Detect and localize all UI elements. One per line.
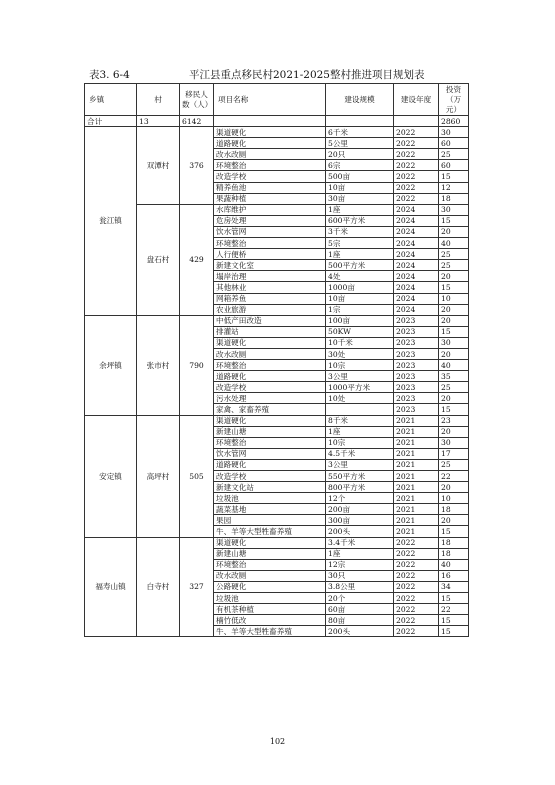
project-cell: 改造学校 [214,171,326,182]
project-cell: 果园 [214,515,326,526]
project-cell: 塌岸治理 [214,271,326,282]
year-cell: 2022 [394,570,439,581]
table-row [85,204,469,215]
invest-cell: 20 [439,482,469,493]
invest-cell: 20 [439,304,469,315]
village-cell: 白寺村 [137,537,180,637]
table-caption [89,67,479,83]
invest-cell: 16 [439,570,469,581]
scale-cell: 550平方米 [326,471,394,482]
year-cell: 2023 [394,393,439,404]
invest-cell: 20 [439,426,469,437]
invest-cell: 20 [439,515,469,526]
invest-cell: 40 [439,238,469,249]
project-cell: 楠竹低改 [214,615,326,626]
project-cell: 渠道硬化 [214,537,326,548]
table-row [85,415,469,426]
total-migrants: 6142 [180,116,214,127]
scale-cell: 200头 [326,626,394,637]
invest-cell: 15 [439,526,469,537]
year-cell: 2023 [394,360,439,371]
year-cell: 2021 [394,426,439,437]
project-cell: 环境整治 [214,238,326,249]
invest-cell: 60 [439,138,469,149]
invest-cell: 15 [439,404,469,415]
page-number: 102 [269,737,286,746]
migrants-cell: 429 [180,204,214,315]
year-cell: 2021 [394,437,439,448]
year-cell: 2022 [394,138,439,149]
project-cell: 排灌站 [214,326,326,337]
invest-cell: 40 [439,559,469,570]
scale-cell: 3.8公里 [326,581,394,592]
project-cell: 有机茶种植 [214,604,326,615]
invest-cell: 20 [439,271,469,282]
invest-cell: 18 [439,548,469,559]
invest-cell: 22 [439,604,469,615]
year-cell: 2024 [394,215,439,226]
project-cell: 果蔬种植 [214,193,326,204]
project-table [84,83,469,637]
total-invest: 2860 [439,116,469,127]
table-row [85,537,469,548]
scale-cell: 3公里 [326,371,394,382]
year-cell: 2024 [394,260,439,271]
invest-cell: 30 [439,437,469,448]
scale-cell: 10千米 [326,337,394,348]
village-cell: 张市村 [137,315,180,415]
scale-cell: 80亩 [326,615,394,626]
year-cell: 2021 [394,459,439,470]
project-cell: 环境整治 [214,360,326,371]
year-cell: 2021 [394,415,439,426]
project-cell: 渠道硬化 [214,127,326,138]
year-cell: 2024 [394,271,439,282]
scale-cell: 1座 [326,548,394,559]
scale-cell: 4处 [326,271,394,282]
invest-cell: 15 [439,171,469,182]
invest-cell: 25 [439,459,469,470]
project-cell: 水库维护 [214,204,326,215]
year-cell: 2023 [394,326,439,337]
project-cell: 家禽、家畜养殖 [214,404,326,415]
year-cell: 2024 [394,293,439,304]
scale-cell: 200头 [326,526,394,537]
project-cell: 新建山塘 [214,548,326,559]
scale-cell: 5公里 [326,138,394,149]
scale-cell: 5宗 [326,238,394,249]
invest-cell: 17 [439,448,469,459]
year-cell: 2021 [394,493,439,504]
project-cell: 新建山塘 [214,426,326,437]
project-cell: 道路硬化 [214,371,326,382]
project-cell: 其他林业 [214,282,326,293]
invest-cell: 20 [439,226,469,237]
scale-cell: 3千米 [326,226,394,237]
scale-cell: 10亩 [326,293,394,304]
invest-cell: 12 [439,182,469,193]
project-cell: 改造学校 [214,471,326,482]
scale-cell: 10宗 [326,437,394,448]
invest-cell: 18 [439,193,469,204]
invest-cell: 15 [439,626,469,637]
year-cell: 2022 [394,182,439,193]
year-cell: 2022 [394,559,439,570]
scale-cell: 20个 [326,593,394,604]
header-migrants: 移民人数（人） [180,84,214,116]
town-cell: 余坪镇 [85,315,137,415]
year-cell: 2022 [394,193,439,204]
migrants-cell: 505 [180,415,214,537]
project-cell: 人行便桥 [214,249,326,260]
scale-cell: 1宗 [326,304,394,315]
town-cell: 瓮江镇 [85,127,137,316]
invest-cell: 25 [439,249,469,260]
scale-cell: 30亩 [326,193,394,204]
scale-cell: 30只 [326,570,394,581]
year-cell: 2022 [394,537,439,548]
header-town: 乡镇 [85,84,137,116]
project-cell: 新建文化站 [214,482,326,493]
project-cell: 公路硬化 [214,581,326,592]
scale-cell: 1000亩 [326,282,394,293]
project-cell: 渠道硬化 [214,415,326,426]
scale-cell: 10宗 [326,360,394,371]
project-cell: 牛、羊等大型牲畜养殖 [214,626,326,637]
scale-cell: 12宗 [326,559,394,570]
project-cell: 改水改厕 [214,570,326,581]
header-scale: 建设规模 [326,84,394,116]
invest-cell: 15 [439,282,469,293]
scale-cell: 6千米 [326,127,394,138]
project-cell: 垃圾池 [214,593,326,604]
project-cell: 道路硬化 [214,459,326,470]
project-cell: 渠道硬化 [214,337,326,348]
invest-cell: 22 [439,471,469,482]
year-cell: 2023 [394,404,439,415]
year-cell: 2023 [394,315,439,326]
year-cell: 2022 [394,626,439,637]
invest-cell: 60 [439,160,469,171]
scale-cell: 500平方米 [326,260,394,271]
project-cell: 环境整治 [214,437,326,448]
table-row [85,315,469,326]
year-cell: 2022 [394,171,439,182]
invest-cell: 25 [439,382,469,393]
scale-cell: 300亩 [326,515,394,526]
scale-cell: 1000平方米 [326,382,394,393]
project-cell: 改水改厕 [214,149,326,160]
scale-cell: 500亩 [326,171,394,182]
invest-cell: 20 [439,348,469,359]
invest-cell: 18 [439,504,469,515]
invest-cell: 15 [439,326,469,337]
invest-cell: 10 [439,493,469,504]
invest-cell: 20 [439,315,469,326]
total-villages: 13 [137,116,180,127]
year-cell: 2022 [394,548,439,559]
invest-cell: 15 [439,215,469,226]
project-cell: 污水处理 [214,393,326,404]
year-cell: 2022 [394,160,439,171]
total-scale [326,116,394,127]
scale-cell: 50KW [326,326,394,337]
project-cell: 蔬菜基地 [214,504,326,515]
year-cell: 2022 [394,593,439,604]
year-cell: 2022 [394,149,439,160]
scale-cell: 100亩 [326,315,394,326]
invest-cell: 34 [439,581,469,592]
invest-cell: 15 [439,615,469,626]
project-cell: 网箱养鱼 [214,293,326,304]
year-cell: 2022 [394,604,439,615]
project-cell: 饮水管网 [214,448,326,459]
scale-cell: 8千米 [326,415,394,426]
scale-cell: 30处 [326,348,394,359]
scale-cell: 3.4千米 [326,537,394,548]
scale-cell: 3公里 [326,459,394,470]
header-village: 村 [137,84,180,116]
year-cell: 2021 [394,471,439,482]
total-project [214,116,326,127]
migrants-cell: 327 [180,537,214,637]
invest-cell: 20 [439,393,469,404]
scale-cell: 800平方米 [326,482,394,493]
project-cell: 中低产田改造 [214,315,326,326]
scale-cell: 10亩 [326,182,394,193]
table-row [85,127,469,138]
year-cell: 2021 [394,448,439,459]
table-title: 平江县重点移民村2021-2025整村推进项目规划表 [189,69,425,81]
table-number: 表3. 6-4 [89,69,130,81]
town-cell: 福寿山镇 [85,537,137,637]
invest-cell: 23 [439,415,469,426]
year-cell: 2024 [394,282,439,293]
year-cell: 2021 [394,515,439,526]
year-cell: 2023 [394,382,439,393]
village-cell: 双潭村 [137,127,180,205]
year-cell: 2024 [394,304,439,315]
project-cell: 饮水管网 [214,226,326,237]
invest-cell: 25 [439,260,469,271]
year-cell: 2021 [394,504,439,515]
project-cell: 危房处理 [214,215,326,226]
village-cell: 高坪村 [137,415,180,537]
project-cell: 新建文化室 [214,260,326,271]
year-cell: 2024 [394,238,439,249]
scale-cell: 20只 [326,149,394,160]
scale-cell: 1座 [326,249,394,260]
scale-cell: 200亩 [326,504,394,515]
invest-cell: 30 [439,204,469,215]
project-cell: 环境整治 [214,160,326,171]
invest-cell: 30 [439,127,469,138]
project-cell: 精养鱼池 [214,182,326,193]
project-cell: 垃圾池 [214,493,326,504]
total-label: 合计 [85,116,137,127]
invest-cell: 25 [439,149,469,160]
header-invest: 投资（万元） [439,84,469,116]
year-cell: 2022 [394,615,439,626]
migrants-cell: 790 [180,315,214,415]
year-cell: 2022 [394,581,439,592]
total-row [85,116,469,127]
year-cell: 2023 [394,371,439,382]
project-cell: 农业旅游 [214,304,326,315]
year-cell: 2021 [394,526,439,537]
invest-cell: 40 [439,360,469,371]
invest-cell: 35 [439,371,469,382]
header-row [85,84,469,116]
year-cell: 2023 [394,348,439,359]
scale-cell [326,404,394,415]
scale-cell: 1座 [326,204,394,215]
scale-cell: 1座 [326,426,394,437]
year-cell: 2024 [394,226,439,237]
project-cell: 改水改厕 [214,348,326,359]
year-cell: 2024 [394,204,439,215]
town-cell: 安定镇 [85,415,137,537]
project-cell: 牛、羊等大型牲畜养殖 [214,526,326,537]
scale-cell: 4.5千米 [326,448,394,459]
header-project: 项目名称 [214,84,326,116]
scale-cell: 600平方米 [326,215,394,226]
year-cell: 2023 [394,337,439,348]
project-cell: 道路硬化 [214,138,326,149]
invest-cell: 15 [439,593,469,604]
year-cell: 2024 [394,249,439,260]
project-cell: 环境整治 [214,559,326,570]
total-year [394,116,439,127]
scale-cell: 10处 [326,393,394,404]
header-year: 建设年度 [394,84,439,116]
scale-cell: 12个 [326,493,394,504]
migrants-cell: 376 [180,127,214,205]
invest-cell: 18 [439,537,469,548]
scale-cell: 60亩 [326,604,394,615]
project-cell: 改造学校 [214,382,326,393]
invest-cell: 30 [439,337,469,348]
scale-cell: 6宗 [326,160,394,171]
village-cell: 盘石村 [137,204,180,315]
year-cell: 2022 [394,127,439,138]
invest-cell: 10 [439,293,469,304]
year-cell: 2021 [394,482,439,493]
